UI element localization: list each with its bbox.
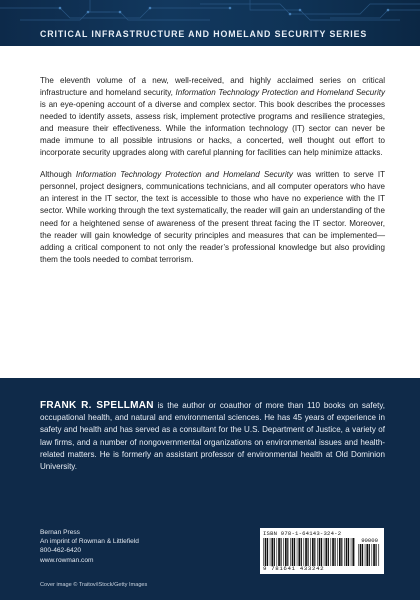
barcode-bar xyxy=(369,544,370,566)
publisher-name: Bernan Press xyxy=(40,529,80,536)
barcode-bar xyxy=(304,538,305,566)
barcode-bar xyxy=(270,538,271,566)
price-code: 90000 xyxy=(361,537,378,544)
barcode-bar xyxy=(358,544,359,566)
barcode-bar xyxy=(332,538,334,566)
barcode-bar xyxy=(294,538,295,566)
barcode-bar xyxy=(277,538,278,566)
description-text: Although xyxy=(40,170,76,180)
publisher-info xyxy=(40,528,139,565)
barcode-bar xyxy=(308,538,309,566)
publisher-phone: 800-462-6420 xyxy=(40,547,82,555)
barcode-bar xyxy=(366,544,368,566)
barcode-bar xyxy=(285,538,287,566)
series-title: CRITICAL INFRASTRUCTURE AND HOMELAND SECURITY SERIES xyxy=(40,29,368,39)
barcode-bar xyxy=(339,538,341,566)
series-header-band xyxy=(0,0,420,46)
barcode-bar xyxy=(360,544,362,566)
description-paragraph-1 xyxy=(40,75,385,159)
barcode-bar xyxy=(317,538,318,566)
barcode-bar xyxy=(325,538,327,566)
barcode-bar xyxy=(287,538,288,566)
barcode-bar xyxy=(337,538,338,566)
barcode-bar xyxy=(271,538,273,566)
barcode-digits: 9 781641 433242 xyxy=(263,565,325,572)
isbn-number: ISBN 978-1-64143-324-2 xyxy=(263,530,342,537)
barcode-bar xyxy=(297,538,298,566)
description-text: is an eye-opening account of a diverse and complex sector. This book describes the processes needed to identify assets, assess risk, implement protective programs and resilience strategies, and measure their effectiveness. While the information technology (IT) sector can never be made immune to all possible intrusions or hacks, a concerted, well thought out effort to incorporate security upgrades along with careful planning for facilities can help minimize attacks. xyxy=(40,100,385,158)
circuit-pattern-graphic xyxy=(0,0,420,46)
barcode-bars-graphic xyxy=(263,538,355,566)
book-title-italic: Information Technology Protection and Homeland Security xyxy=(175,88,385,98)
barcode-bar xyxy=(331,538,332,566)
barcode-bar xyxy=(265,538,267,566)
barcode-bar xyxy=(298,538,300,566)
barcode-bar xyxy=(378,544,379,566)
isbn-barcode xyxy=(260,528,384,574)
book-description xyxy=(40,75,385,276)
barcode-bar xyxy=(328,538,329,566)
description-text: was written to serve IT personnel, project designers, communications technicians, and all computer operators who have an interest in the IT sector, the text is accessible to those who have no experience with the IT sector. While working through the text systematically, the reader will gain an understanding of the need for a heightened sense of awareness of the present threat facing the IT sector. Moreover, the reader will gain knowledge of security principles and measures that can be implemented—adding a critical component to not only the reader’s professional knowledge but also providing them the tools needed to combat terrorism. xyxy=(40,170,385,264)
author-bio-text: is the author or coauthor of more than 110 books on safety, occupational health, and natural and environmental sciences. He has 45 years of experience in safety and health and has served as a consultant for the U.S. Department of Justice, a variety of law firms, and a number of nongovernmental organizations on environmental issues and health-related matters. He is formerly an assistant professor of environmental health at Old Dominion University. xyxy=(40,401,385,472)
description-paragraph-2 xyxy=(40,169,385,265)
barcode-bar xyxy=(376,544,377,566)
price-barcode-graphic xyxy=(358,544,380,566)
barcode-bar xyxy=(267,538,268,566)
barcode-bar xyxy=(310,538,311,566)
author-panel xyxy=(0,378,420,600)
barcode-bar xyxy=(290,538,291,566)
barcode-bar xyxy=(335,538,336,566)
barcode-bar xyxy=(283,538,284,566)
barcode-bar xyxy=(274,538,275,566)
barcode-bar xyxy=(372,544,373,566)
barcode-bar xyxy=(351,538,352,566)
publisher-imprint: An imprint of Rowman & Littlefield xyxy=(40,538,139,546)
barcode-bar xyxy=(314,538,315,566)
description-text: The eleventh volume of a new, well-received, and highly acclaimed series on critical infrastructure and homeland security, xyxy=(40,76,385,98)
barcode-bar xyxy=(365,544,366,566)
cover-image-credit: Cover image © Traitov/iStock/Getty Images xyxy=(40,582,148,588)
barcode-bar xyxy=(305,538,307,566)
author-bio xyxy=(40,400,385,473)
barcode-bar xyxy=(312,538,314,566)
barcode-bar xyxy=(344,538,345,566)
barcode-bar xyxy=(346,538,348,566)
barcode-bar xyxy=(324,538,325,566)
barcode-bar xyxy=(301,538,302,566)
barcode-bar xyxy=(319,538,321,566)
barcode-bar xyxy=(348,538,349,566)
book-title-italic: Information Technology Protection and Homeland Security xyxy=(75,170,293,180)
barcode-bar xyxy=(373,544,375,566)
barcode-bar xyxy=(362,544,363,566)
barcode-bar xyxy=(278,538,280,566)
barcode-bar xyxy=(352,538,354,566)
barcode-bar xyxy=(321,538,322,566)
publisher-website: www.rowman.com xyxy=(40,556,94,564)
barcode-bar xyxy=(281,538,282,566)
barcode-bar xyxy=(341,538,342,566)
author-name: FRANK R. SPELLMAN xyxy=(40,400,154,411)
barcode-bar xyxy=(263,538,264,566)
barcode-bar xyxy=(292,538,294,566)
